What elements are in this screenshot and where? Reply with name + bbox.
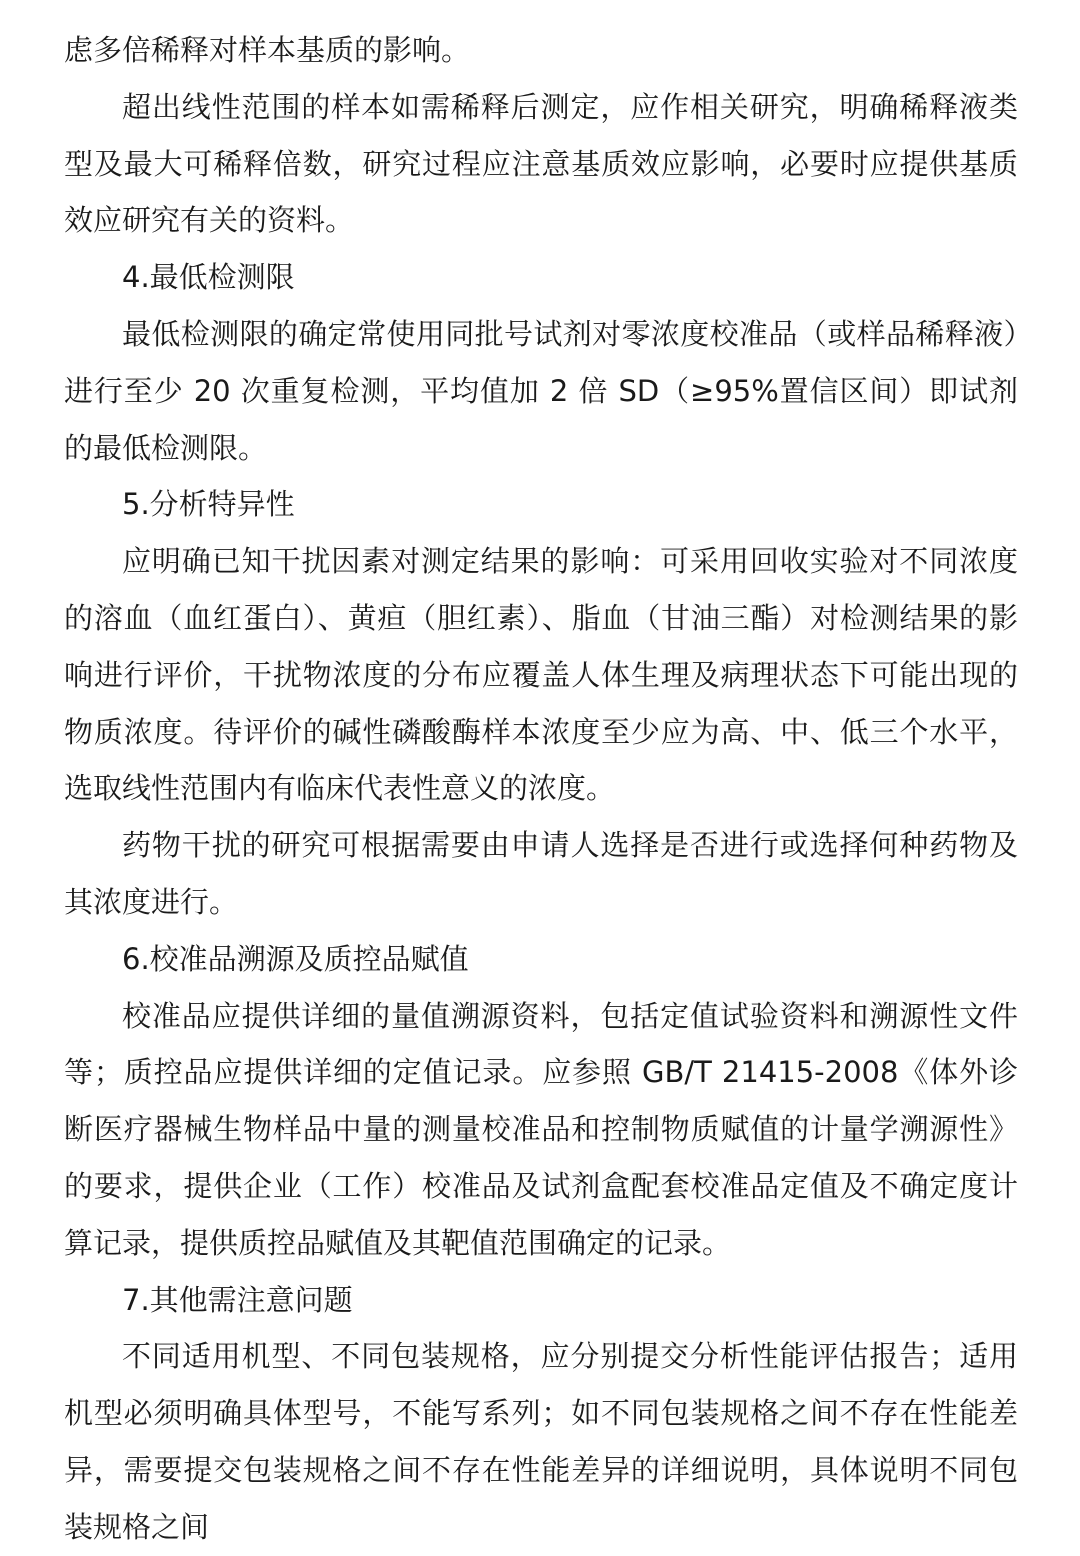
paragraph-specificity: 应明确已知干扰因素对测定结果的影响：可采用回收实验对不同浓度的溶血（血红蛋白）、黄疸（胆红素）、脂血（甘油三酯）对检测结果的影响进行评价，干扰物浓度的分布应覆盖人体生理及病理状态下可能出现的物质浓度。待评价的碱性磷酸酶样本浓度至少应为高、中、低三个水平，选取线性范围内有临床代表性意义的浓度。 — [64, 544, 1018, 806]
paragraph-dilution: 超出线性范围的样本如需稀释后测定，应作相关研究，明确稀释液类型及最大可稀释倍数，研究过程应注意基质效应影响，必要时应提供基质效应研究有关的资料。 — [64, 89, 1018, 238]
paragraph-drug-interference: 药物干扰的研究可根据需要由申请人选择是否进行或选择何种药物及其浓度进行。 — [64, 828, 1018, 919]
paragraph-continuation: 虑多倍稀释对样本基质的影响。 — [64, 33, 471, 67]
paragraph-calibrator-traceability: 校准品应提供详细的量值溯源资料，包括定值试验资料和溯源性文件等；质控品应提供详细的定值记录。应参照 GB/T 21415-2008《体外诊断医疗器械生物样品中量的测量校准品和控制物质赋值的计量学溯源性》的要求，提供企业（工作）校准品及试剂盒配套校准品定值及不确定度计算记录，提供质控品赋值及其靶值范围确定的记录。 — [64, 998, 1018, 1260]
section-heading-7: 7.其他需注意问题 — [122, 1282, 353, 1317]
paragraph-detection-limit: 最低检测限的确定常使用同批号试剂对零浓度校准品（或样品稀释液）进行至少 20 次重复检测，平均值加 2 倍 SD（≥95%置信区间）即试剂的最低检测限。 — [64, 316, 1018, 465]
section-heading-6: 6.校准品溯源及质控品赋值 — [122, 941, 469, 976]
paragraph-other-issues: 不同适用机型、不同包装规格，应分别提交分析性能评估报告；适用机型必须明确具体型号，不能写系列；如不同包装规格之间不存在性能差异，需要提交包装规格之间不存在性能差异的详细说明，具体说明不同包装规格之间 — [64, 1339, 1018, 1544]
section-heading-4: 4.最低检测限 — [122, 260, 295, 295]
section-heading-5: 5.分析特异性 — [122, 487, 295, 522]
